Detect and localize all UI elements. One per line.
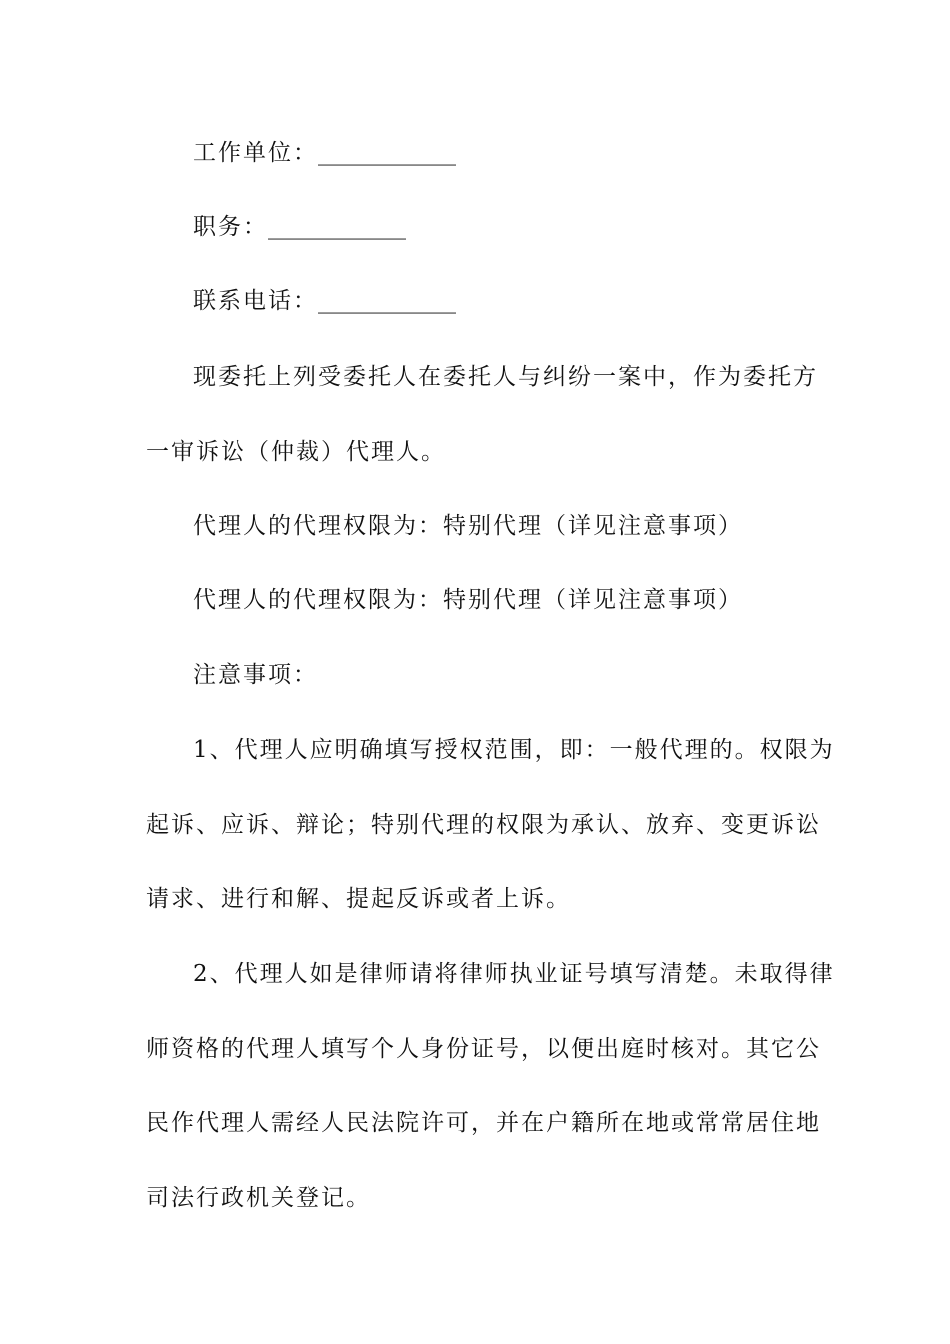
- work-unit-blank: ____________: [318, 140, 456, 166]
- work-unit-field: [193, 138, 456, 168]
- paragraph-entrust-line-1: 现委托上列受委托人在委托人与纠纷一案中，作为委托方: [193, 364, 818, 390]
- note-2-line-2: 师资格的代理人填写个人身份证号，以便出庭时核对。其它公: [146, 1036, 821, 1062]
- note-2-line-4: 司法行政机关登记。: [146, 1185, 371, 1211]
- note-1-line-1: 1、代理人应明确填写授权范围，即：一般代理的。权限为: [193, 737, 835, 763]
- position-blank: ____________: [268, 214, 406, 240]
- paragraph-authority-2: 代理人的代理权限为：特别代理（详见注意事项）: [193, 587, 743, 613]
- work-unit-label: 工作单位：: [193, 140, 318, 166]
- position-field: [193, 212, 406, 242]
- note-2-line-1: 2、代理人如是律师请将律师执业证号填写清楚。未取得律: [193, 961, 835, 987]
- phone-field: [193, 286, 456, 316]
- phone-blank: ____________: [318, 288, 456, 314]
- paragraph-authority-1: 代理人的代理权限为：特别代理（详见注意事项）: [193, 513, 743, 539]
- note-2-line-3: 民作代理人需经人民法院许可，并在户籍所在地或常常居住地: [146, 1110, 821, 1136]
- position-label: 职务：: [193, 214, 268, 240]
- paragraph-entrust-line-2: 一审诉讼（仲裁）代理人。: [146, 439, 446, 465]
- phone-label: 联系电话：: [193, 288, 318, 314]
- note-1-line-3: 请求、进行和解、提起反诉或者上诉。: [146, 886, 571, 912]
- note-1-line-2: 起诉、应诉、辩论；特别代理的权限为承认、放弃、变更诉讼: [146, 812, 821, 838]
- notes-heading: 注意事项：: [193, 662, 318, 688]
